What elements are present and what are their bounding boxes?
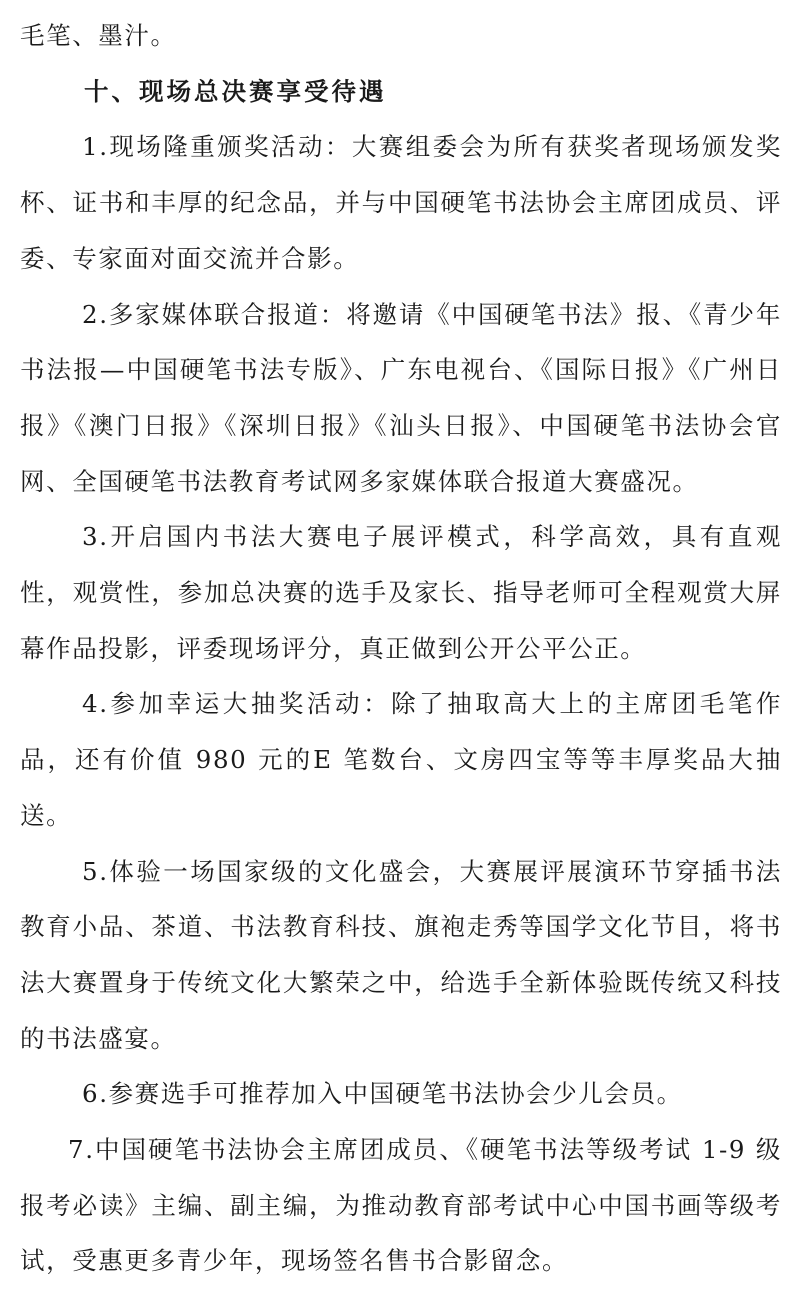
lead-line: 毛笔、墨汁。 <box>20 21 177 50</box>
section-heading: 十、现场总决赛享受待遇 <box>84 76 387 106</box>
item-7: 7.中国硬笔书法协会主席团成员、《硬笔书法等级考试 1-9 级报考必读》主编、副主编，为推动教育部考试中心中国书画等级考试，受惠更多青少年，现场签名售书合影留念。 <box>20 1135 782 1276</box>
item-1: 1.现场隆重颁奖活动：大赛组委会为所有获奖者现场颁发奖杯、证书和丰厚的纪念品，并与中国硬笔书法协会主席团成员、评委、专家面对面交流并合影。 <box>20 132 782 273</box>
item-4: 4.参加幸运大抽奖活动：除了抽取高大上的主席团毛笔作品，还有价值 980 元的E 笔数台、文房四宝等等丰厚奖品大抽送。 <box>20 689 782 830</box>
item-3: 3.开启国内书法大赛电子展评模式，科学高效，具有直观性，观赏性，参加总决赛的选手及家长、指导老师可全程观赏大屏幕作品投影，评委现场评分，真正做到公开公平公正。 <box>20 522 782 663</box>
item-5: 5.体验一场国家级的文化盛会，大赛展评展演环节穿插书法教育小品、茶道、书法教育科技、旗袍走秀等国学文化节目，将书法大赛置身于传统文化大繁荣之中，给选手全新体验既传统又科技的书法盛宴。 <box>20 856 782 1053</box>
item-2: 2.多家媒体联合报道：将邀请《中国硬笔书法》报、《青少年书法报—中国硬笔书法专版》、广东电视台、《国际日报》《广州日报》《澳门日报》《深圳日报》《汕头日报》、中国硬笔书法协会官网、全国硬笔书法教育考试网多家媒体联合报道大赛盛况。 <box>20 299 782 496</box>
item-6: 6.参赛选手可推荐加入中国硬笔书法协会少儿会员。 <box>82 1079 683 1109</box>
